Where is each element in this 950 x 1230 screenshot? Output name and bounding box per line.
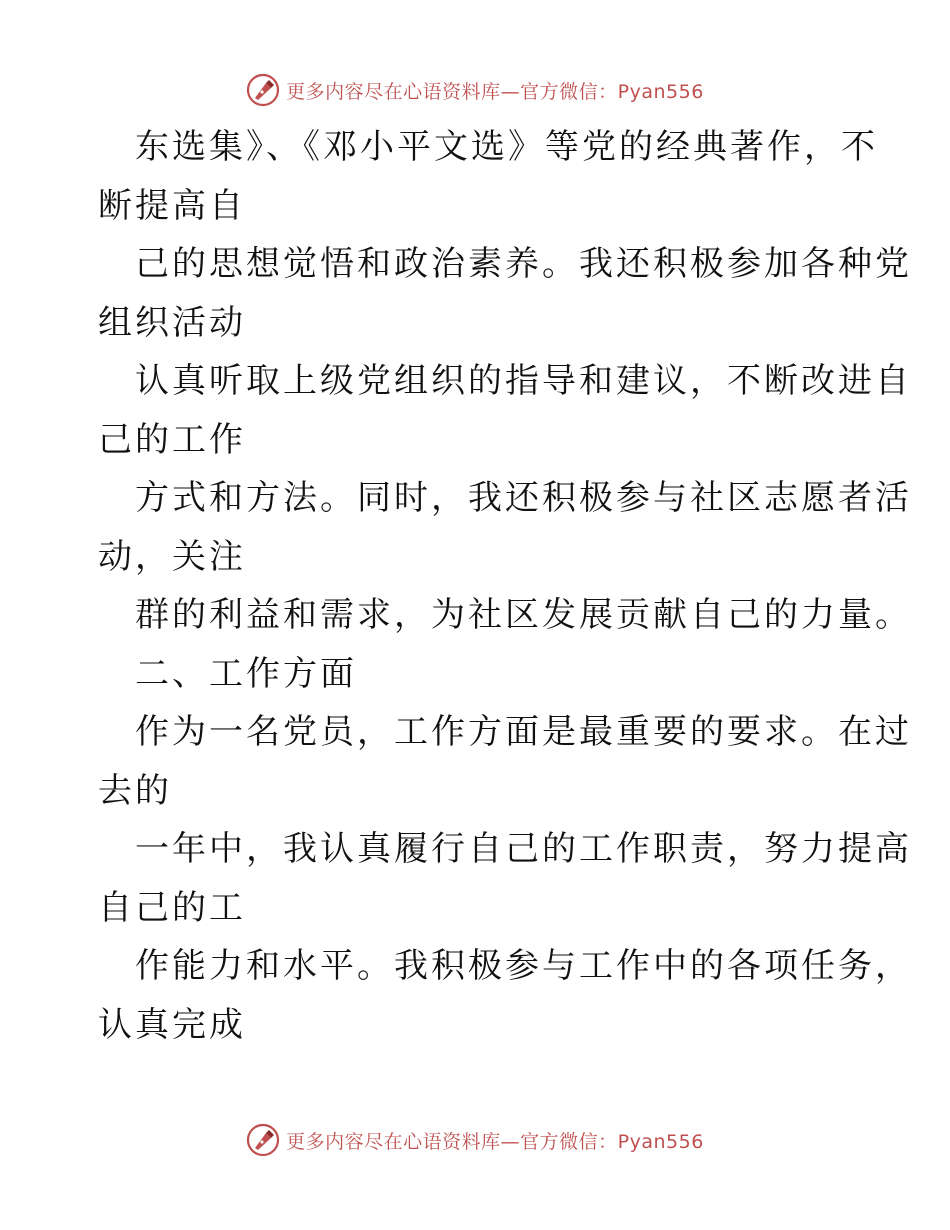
pen-nib-logo-icon — [246, 1123, 280, 1157]
paragraph-line: 群的利益和需求，为社区发展贡献自己的力量。 — [135, 595, 912, 635]
paragraph-line: 认真完成 — [98, 1004, 246, 1045]
footer-banner-content — [246, 1123, 704, 1157]
paragraph-line: 断提高自 — [98, 185, 246, 226]
header-banner-content — [246, 73, 704, 107]
paragraph-line: 一年中，我认真履行自己的工作职责，努力提高 — [135, 829, 912, 869]
paragraph-line: 组织活动 — [98, 302, 246, 343]
paragraph-line: 自己的工 — [98, 887, 246, 928]
pen-nib-logo-icon — [246, 73, 280, 107]
paragraph-line: 去的 — [98, 770, 172, 811]
paragraph-line: 作为一名党员，工作方面是最重要的要求。在过 — [135, 712, 912, 752]
footer-watermark-banner — [0, 1120, 950, 1160]
paragraph-line: 己的思想觉悟和政治素养。我还积极参加各种党 — [135, 244, 912, 284]
paragraph-line: 认真听取上级党组织的指导和建议，不断改进自 — [135, 361, 912, 401]
footer-banner-text: 更多内容尽在心语资料库—官方微信：Pyan556 — [286, 1130, 704, 1153]
paragraph-line: 己的工作 — [98, 419, 246, 460]
paragraph-line: 作能力和水平。我积极参与工作中的各项任务， — [135, 946, 912, 986]
paragraph-line: 方式和方法。同时，我还积极参与社区志愿者活 — [135, 478, 912, 518]
section-heading: 二、工作方面 — [135, 653, 357, 694]
document-body — [98, 118, 912, 1054]
header-watermark-banner — [0, 70, 950, 110]
paragraph-line: 动，关注 — [98, 536, 246, 577]
header-banner-text: 更多内容尽在心语资料库—官方微信：Pyan556 — [286, 80, 704, 103]
paragraph-line: 东选集》、《邓小平文选》等党的经典著作，不 — [135, 127, 878, 167]
